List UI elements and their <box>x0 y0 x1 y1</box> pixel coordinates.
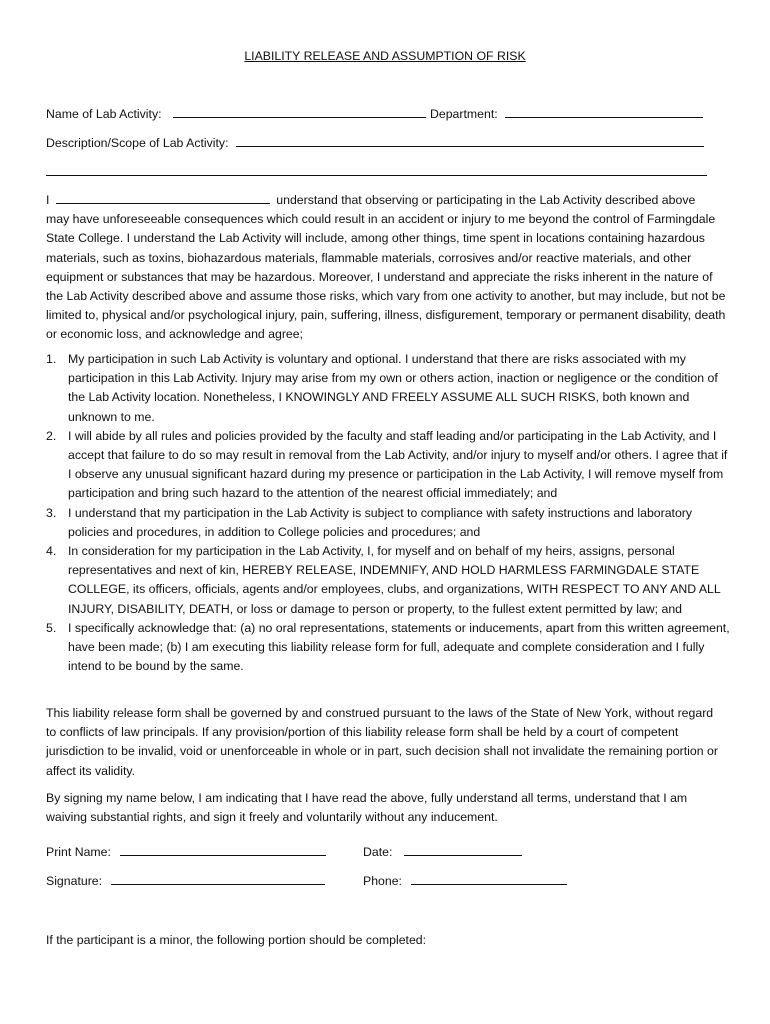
signing-statement: By signing my name below, I am indicating that I have read the above, fully understand all terms, understand that I am waiving substantial rights, and sign it freely and voluntarily without any inducement. <box>46 791 688 825</box>
description-continuation-row <box>46 163 707 182</box>
list-item <box>46 427 731 504</box>
print-name-field[interactable] <box>120 843 326 856</box>
list-item <box>46 619 731 677</box>
term-number: 1. <box>46 352 57 366</box>
signature-field[interactable] <box>111 872 325 885</box>
print-name-row <box>46 843 326 862</box>
term-text: My participation in such Lab Activity is voluntary and optional. I understand that there are risks associated with my participation in this Lab Activity. Injury may arise from my own or others action, inaction or negligence or the condition of the Lab Activity location. Nonetheless, I KNOWINGLY AND FREELY ASSUME ALL SUCH RISKS, both known and unknown to me. <box>68 352 718 424</box>
department-row <box>430 105 703 124</box>
lab-activity-row <box>46 105 426 124</box>
intro-body: may have unforeseeable consequences which could result in an accident or injury to me beyond the control of Farmingdale State College. I understand the Lab Activity will include, among other things, time spent in locations containing hazardous materials, such as toxins, biohazardous materials, flammable materials, corrosives and/or reactive materials, and other equipment or substances that may be hazardous. Moreover, I understand and appreciate the risks inherent in the nature of the Lab Activity described above and assume those risks, which vary from one activity to another, but may include, but not be limited to, physical and/or psychological injury, pain, suffering, illness, disfigurement, temporary or permanent disability, death or economic loss, and acknowledge and agree; <box>46 212 726 342</box>
term-number: 2. <box>46 428 57 443</box>
description-label: Description/Scope of Lab Activity: <box>46 136 229 150</box>
lab-activity-field[interactable] <box>173 105 426 118</box>
term-number: 5. <box>46 620 57 635</box>
participant-name-field[interactable] <box>56 191 270 204</box>
terms-list <box>46 350 731 676</box>
date-label: Date: <box>363 845 393 859</box>
description-field[interactable] <box>236 134 704 147</box>
term-number: 4. <box>46 544 57 559</box>
page-title: LIABILITY RELEASE AND ASSUMPTION OF RISK <box>244 49 526 63</box>
term-text: I specifically acknowledge that: (a) no oral representations, statements or inducements, apart from this written agreement, have been made; (b) I am executing this liability release form for full, adequate and complete consideration and I fully intend to be bound by the same. <box>68 620 730 674</box>
term-text: I will abide by all rules and policies provided by the faculty and staff leading and/or participating in the Lab Activity, and I accept that failure to do so may result in removal from the Lab Activity, and/or injury to myself and/or others. I agree that if I observe any unusual significant hazard during my presence or participation in the Lab Activity, I will remove myself from participation and bring such hazard to the attention of the nearest official immediately; and <box>68 428 728 501</box>
print-name-label: Print Name: <box>46 845 111 859</box>
phone-field[interactable] <box>411 872 567 885</box>
intro-prefix: I <box>46 193 50 207</box>
department-label: Department: <box>430 107 498 121</box>
list-item <box>46 350 731 427</box>
list-item <box>46 504 731 542</box>
intro-paragraph <box>46 191 726 345</box>
term-number: 3. <box>46 505 57 520</box>
department-field[interactable] <box>505 105 703 118</box>
term-text: In consideration for my participation in the Lab Activity, I, for myself and on behalf of my heirs, assigns, personal representatives and next of kin, HEREBY RELEASE, INDEMNIFY, AND HOLD HARMLESS FARMINGDALE STATE COLLEGE, its officers, officials, agents and/or employees, clubs, and organizations, WITH RESPECT TO ANY AND ALL INJURY, DISABILITY, DEATH, or loss or damage to person or property, to the fullest extent permitted by law; and <box>68 544 721 616</box>
date-row <box>363 843 522 862</box>
phone-row <box>363 872 567 891</box>
term-text: I understand that my participation in the Lab Activity is subject to compliance with safety instructions and laboratory policies and procedures, in addition to College policies and procedures; and <box>68 505 693 539</box>
description-field-line-2[interactable] <box>46 163 707 176</box>
signature-row <box>46 872 325 891</box>
signature-label: Signature: <box>46 874 103 888</box>
minor-note: If the participant is a minor, the following portion should be completed: <box>46 933 427 947</box>
lab-activity-label: Name of Lab Activity: <box>46 107 162 121</box>
phone-label: Phone: <box>363 874 402 888</box>
governing-law-paragraph: This liability release form shall be governed by and construed pursuant to the laws of the State of New York, without regard to conflicts of law principals. If any provision/portion of this liability release form shall be held by a court of competent jurisdiction to be invalid, void or unenforceable in whole or in part, such decision shall not invalidate the remaining portion or affect its validity. <box>46 706 718 778</box>
intro-first-line: understand that observing or participating in the Lab Activity described above <box>276 193 696 207</box>
description-row <box>46 134 704 153</box>
date-field[interactable] <box>404 843 522 856</box>
list-item <box>46 542 731 619</box>
